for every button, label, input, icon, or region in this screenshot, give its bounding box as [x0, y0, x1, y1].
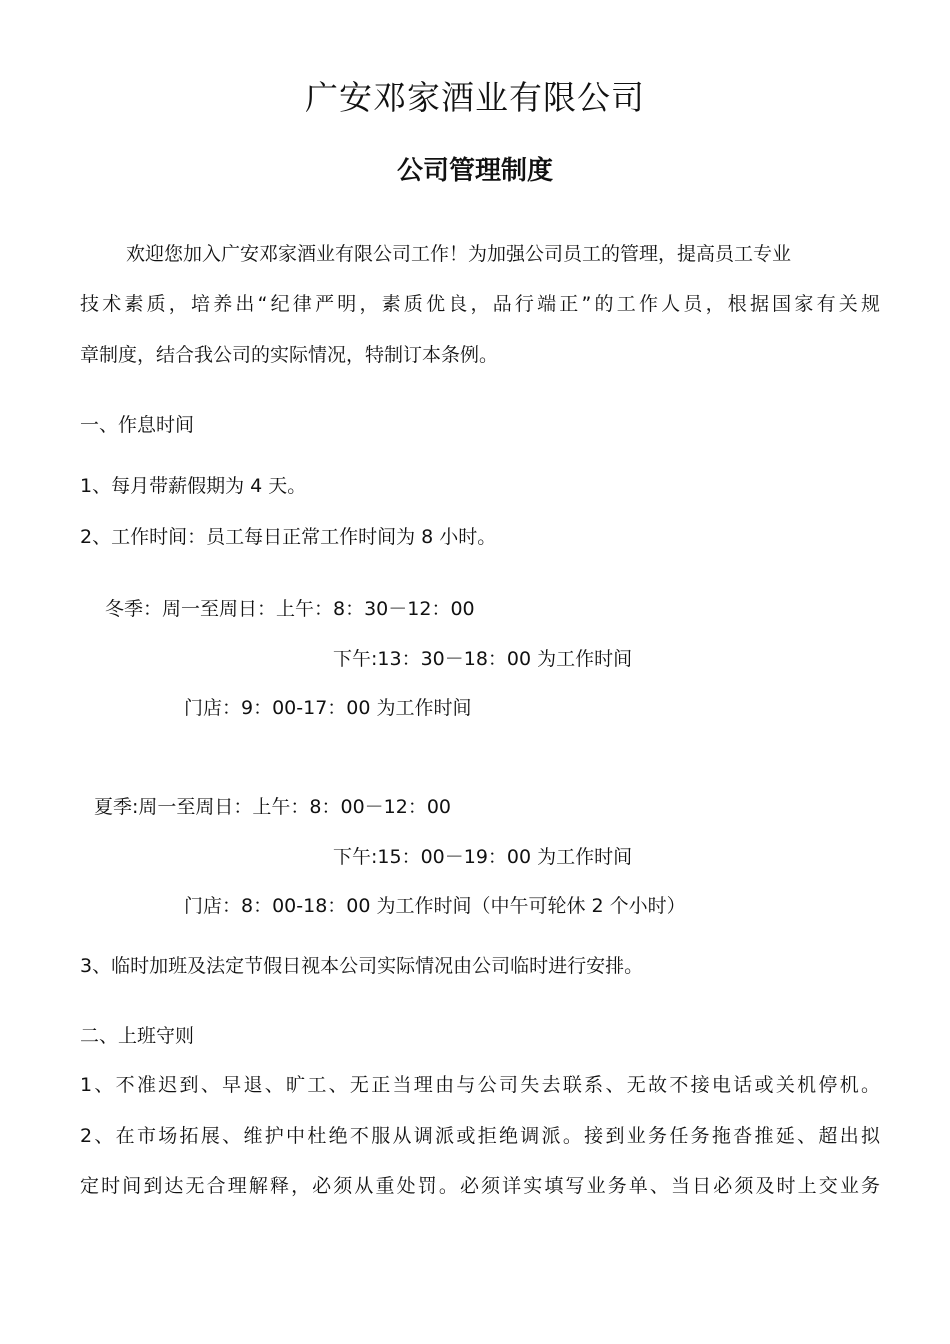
- summer-schedule-line-1: 夏季:周一至周日：上午：8：00－12：00: [94, 796, 452, 818]
- summer-store-hours: 门店：8：00-18：00 为工作时间（中午可轮休 2 个小时）: [184, 895, 686, 917]
- section-1-item-1: 1、每月带薪假期为 4 天。: [80, 475, 307, 497]
- summer-schedule-line-2: 下午:15：00－19：00 为工作时间: [333, 846, 633, 868]
- intro-line-2: 技术素质，培养出“纪律严明，素质优良，品行端正”的工作人员，根据国家有关规: [80, 293, 880, 315]
- winter-store-hours: 门店：9：00-17：00 为工作时间: [184, 697, 472, 719]
- section-2-item-2-line-1: 2、在市场拓展、维护中杜绝不服从调派或拒绝调派。接到业务任务拖沓推延、超出拟: [80, 1125, 880, 1147]
- winter-schedule-line-2: 下午:13：30－18：00 为工作时间: [333, 648, 633, 670]
- winter-schedule-line-1: 冬季：周一至周日：上午：8：30－12：00: [105, 598, 475, 620]
- section-1-item-3: 3、临时加班及法定节假日视本公司实际情况由公司临时进行安排。: [80, 955, 644, 977]
- intro-line-3: 章制度，结合我公司的实际情况，特制订本条例。: [80, 344, 499, 366]
- section-2-item-1: 1、不准迟到、早退、旷工、无正当理由与公司失去联系、无故不接电话或关机停机。: [80, 1074, 880, 1096]
- section-2-heading: 二、上班守则: [80, 1025, 195, 1047]
- company-name: 广安邓家酒业有限公司: [305, 78, 645, 117]
- section-1-heading: 一、作息时间: [80, 414, 195, 436]
- section-2-item-2-line-2: 定时间到达无合理解释，必须从重处罚。必须详实填写业务单、当日必须及时上交业务: [80, 1175, 880, 1197]
- intro-line-1: 欢迎您加入广安邓家酒业有限公司工作！为加强公司员工的管理，提高员工专业: [126, 243, 792, 265]
- section-1-item-2: 2、工作时间：员工每日正常工作时间为 8 小时。: [80, 526, 497, 548]
- document-title: 公司管理制度: [396, 156, 553, 186]
